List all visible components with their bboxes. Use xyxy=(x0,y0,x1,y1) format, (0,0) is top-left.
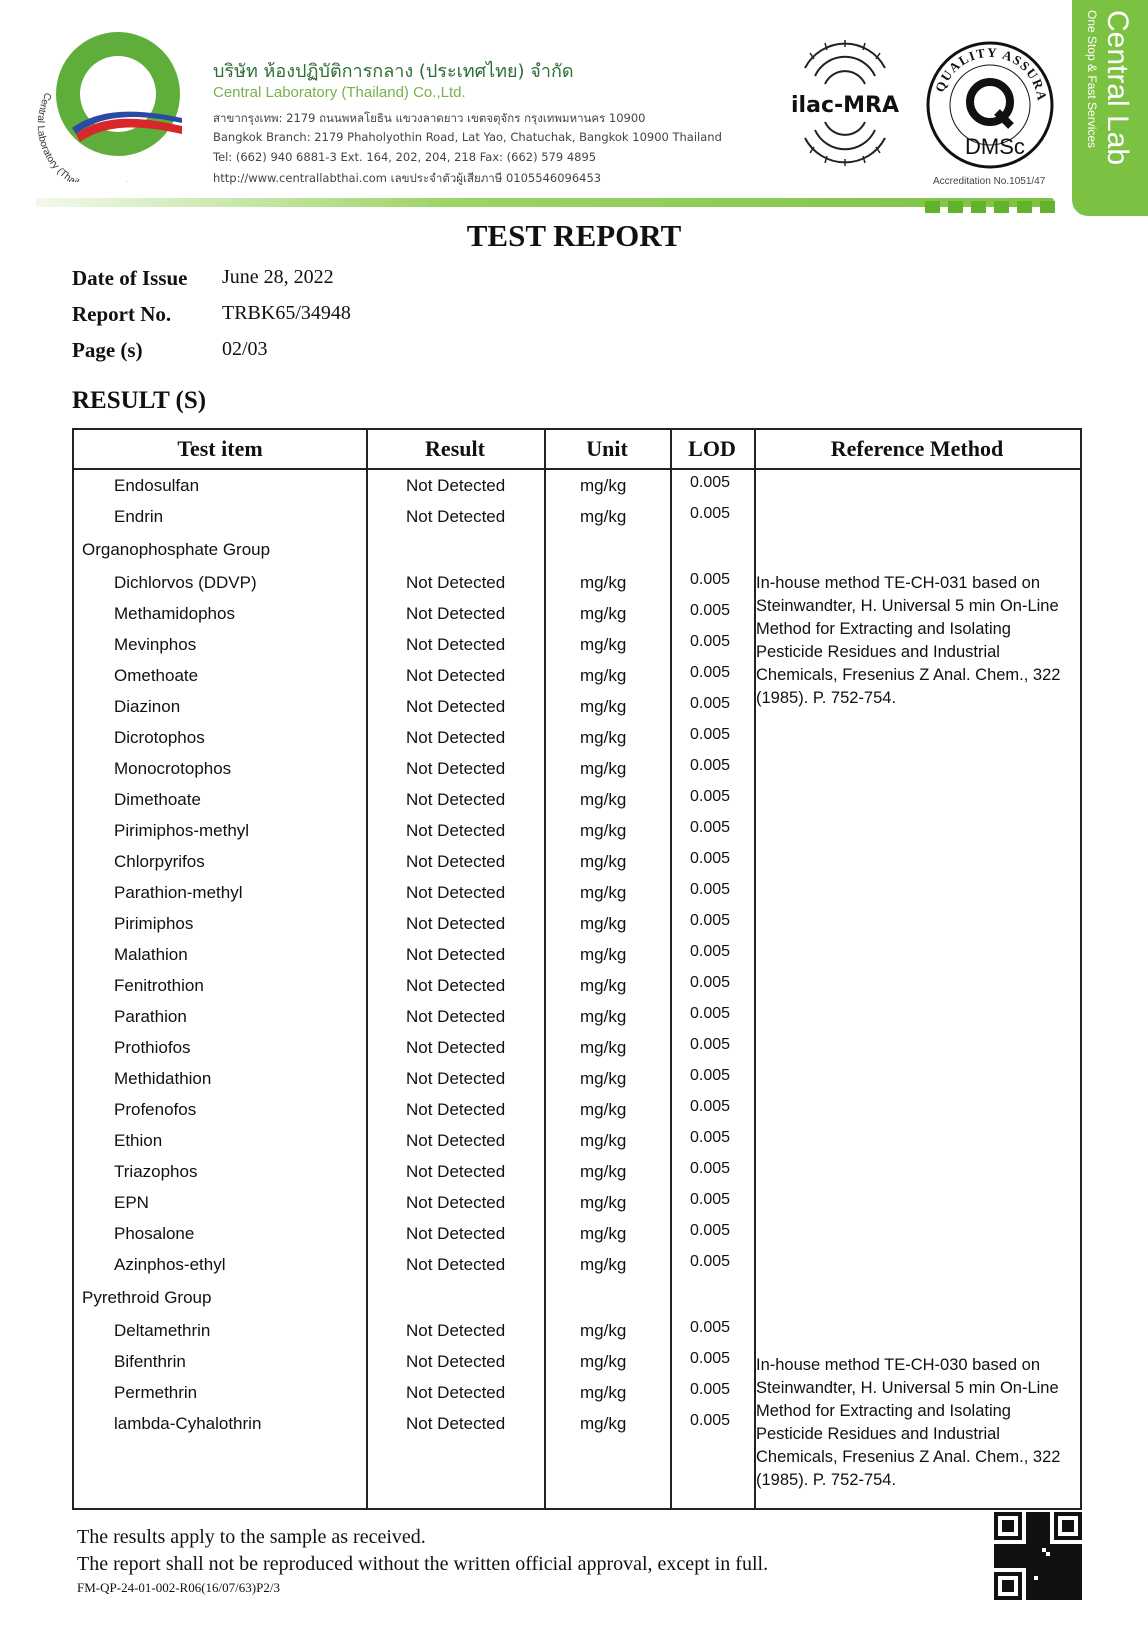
test-item-name: Ethion xyxy=(114,1131,163,1150)
lod-value: 0.005 xyxy=(690,912,731,929)
report-number-value: TRBK65/34948 xyxy=(222,302,351,324)
table-row xyxy=(74,722,1080,754)
result-value: Not Detected xyxy=(406,507,506,526)
table-row xyxy=(74,1125,1080,1157)
test-item-name: Bifenthrin xyxy=(114,1352,186,1371)
test-item-name: Dimethoate xyxy=(114,790,201,809)
unit-value: mg/kg xyxy=(580,1162,627,1181)
test-item-name: Pirimiphos xyxy=(114,914,194,933)
unit-value: mg/kg xyxy=(580,604,627,623)
result-value: Not Detected xyxy=(406,1414,506,1433)
svg-text:DMSc: DMSc xyxy=(965,134,1025,159)
lod-value: 0.005 xyxy=(690,726,731,743)
group-name: Pyrethroid Group xyxy=(82,1288,212,1307)
result-value: Not Detected xyxy=(406,635,506,654)
lod-value: 0.005 xyxy=(690,602,731,619)
test-item-name: Parathion-methyl xyxy=(114,883,243,902)
unit-value: mg/kg xyxy=(580,635,627,654)
results-heading: RESULT (S) xyxy=(72,387,207,414)
unit-value: mg/kg xyxy=(580,1038,627,1057)
results-table xyxy=(72,428,1082,1510)
table-row xyxy=(74,1156,1080,1188)
quality-assurance-seal xyxy=(925,30,1055,170)
table-row xyxy=(74,877,1080,909)
table-row xyxy=(74,939,1080,971)
table-row xyxy=(74,1249,1080,1281)
result-value: Not Detected xyxy=(406,759,506,778)
result-value: Not Detected xyxy=(406,914,506,933)
company-logo xyxy=(36,22,186,182)
lod-value: 0.005 xyxy=(690,1005,731,1022)
test-item-name: Chlorpyrifos xyxy=(114,852,205,871)
lod-value: 0.005 xyxy=(690,1319,731,1336)
result-value: Not Detected xyxy=(406,1131,506,1150)
form-code: FM-QP-24-01-002-R06(16/07/63)P2/3 xyxy=(77,1580,280,1595)
test-item-name: Dichlorvos (DDVP) xyxy=(114,573,257,592)
lod-value: 0.005 xyxy=(690,1067,731,1084)
page-count-value: 02/03 xyxy=(222,338,268,360)
table-row xyxy=(74,1094,1080,1126)
test-item-name: Endosulfan xyxy=(114,476,200,495)
unit-value: mg/kg xyxy=(580,1100,627,1119)
svg-text:QUALITY ASSURANCE: QUALITY ASSURA xyxy=(931,44,1051,103)
result-value: Not Detected xyxy=(406,1383,506,1402)
lod-value: 0.005 xyxy=(690,1098,731,1115)
page-count-label: Page (s) xyxy=(72,338,143,362)
header-result: Result xyxy=(425,436,485,461)
test-item-name: Endrin xyxy=(114,507,164,526)
branch-address-thai: สาขากรุงเทพ: 2179 ถนนพหลโยธิน แขวงลาดยาว เขตจตุจักร กรุงเทพมหานคร 10900 xyxy=(213,111,646,125)
unit-value: mg/kg xyxy=(580,728,627,747)
test-item-name: Methamidophos xyxy=(114,604,235,623)
unit-value: mg/kg xyxy=(580,976,627,995)
company-name-english: Central Laboratory (Thailand) Co.,Ltd. xyxy=(213,84,466,101)
test-item-name: Triazophos xyxy=(114,1162,198,1181)
group-heading-row xyxy=(74,534,1080,566)
header-divider-blocks xyxy=(925,201,1060,214)
ilac-mra-seal xyxy=(780,28,910,168)
company-name-thai: บริษัท ห้องปฏิบัติการกลาง (ประเทศไทย) จำกัด xyxy=(213,61,574,82)
unit-value: mg/kg xyxy=(580,697,627,716)
result-value: Not Detected xyxy=(406,728,506,747)
lod-value: 0.005 xyxy=(690,974,731,991)
test-item-name: Diazinon xyxy=(114,697,181,716)
lod-value: 0.005 xyxy=(690,943,731,960)
test-item-name: Prothiofos xyxy=(114,1038,191,1057)
result-value: Not Detected xyxy=(406,604,506,623)
result-value: Not Detected xyxy=(406,1352,506,1371)
table-row xyxy=(74,501,1080,533)
unit-value: mg/kg xyxy=(580,790,627,809)
result-value: Not Detected xyxy=(406,666,506,685)
reference-method-organophosphate: In-house method TE-CH-031 based on Steinwandter, H. Universal 5 min On-Line Method for Extracting and Isolating Pesticide Residues and Industrial Chemicals, Fresenius Z Anal. Chem., 322 (1985). P. 752-754. xyxy=(756,574,1061,707)
result-value: Not Detected xyxy=(406,1007,506,1026)
header-unit: Unit xyxy=(586,436,628,461)
result-value: Not Detected xyxy=(406,1193,506,1212)
result-value: Not Detected xyxy=(406,945,506,964)
unit-value: mg/kg xyxy=(580,1069,627,1088)
test-item-name: Mevinphos xyxy=(114,635,197,654)
table-row xyxy=(74,1032,1080,1064)
date-of-issue-value: June 28, 2022 xyxy=(222,266,334,288)
accreditation-number: Accreditation No.1051/47 xyxy=(933,176,1046,187)
svg-text:ilac-MRA: ilac-MRA xyxy=(791,93,899,118)
group-name: Organophosphate Group xyxy=(82,540,271,559)
unit-value: mg/kg xyxy=(580,1321,627,1340)
brand-side-tab xyxy=(1072,0,1148,216)
unit-value: mg/kg xyxy=(580,914,627,933)
result-value: Not Detected xyxy=(406,476,506,495)
unit-value: mg/kg xyxy=(580,507,627,526)
result-value: Not Detected xyxy=(406,1100,506,1119)
table-header xyxy=(74,430,1080,470)
lod-value: 0.005 xyxy=(690,474,731,491)
table-row xyxy=(74,815,1080,847)
lod-value: 0.005 xyxy=(690,633,731,650)
result-value: Not Detected xyxy=(406,1162,506,1181)
test-item-name: Parathion xyxy=(114,1007,187,1026)
table-row xyxy=(74,846,1080,878)
lod-value: 0.005 xyxy=(690,850,731,867)
table-row xyxy=(74,908,1080,940)
lod-value: 0.005 xyxy=(690,1036,731,1053)
lod-value: 0.005 xyxy=(690,695,731,712)
group-heading-row xyxy=(74,1282,1080,1314)
unit-value: mg/kg xyxy=(580,945,627,964)
svg-text:Central Laboratory (Thailand): Centr aboratory (Tha xyxy=(36,90,78,182)
unit-value: mg/kg xyxy=(580,759,627,778)
test-item-name: Azinphos-ethyl xyxy=(114,1255,226,1274)
lod-value: 0.005 xyxy=(690,1160,731,1177)
lod-value: 0.005 xyxy=(690,505,731,522)
brand-title: Central Lab xyxy=(1101,10,1134,166)
result-value: Not Detected xyxy=(406,1224,506,1243)
contact-numbers: Tel: (662) 940 6881-3 Ext. 164, 202, 204, 218 Fax: (662) 579 4895 xyxy=(213,150,597,164)
report-number-label: Report No. xyxy=(72,302,172,326)
unit-value: mg/kg xyxy=(580,1224,627,1243)
table-row xyxy=(74,970,1080,1002)
header-lod: LOD xyxy=(688,436,736,461)
website-tax-id: http://www.centrallabthai.com เลขประจำตัวผู้เสียภาษี 0105546096453 xyxy=(213,171,602,185)
result-value: Not Detected xyxy=(406,697,506,716)
table-row xyxy=(74,1063,1080,1095)
lod-value: 0.005 xyxy=(690,571,731,588)
table-row xyxy=(74,784,1080,816)
branch-address-english: Bangkok Branch: 2179 Phaholyothin Road, Lat Yao, Chatuchak, Bangkok 10900 Thailand xyxy=(213,130,722,144)
report-title: TEST REPORT xyxy=(466,218,682,253)
result-value: Not Detected xyxy=(406,976,506,995)
header-test-item: Test item xyxy=(177,436,263,461)
result-value: Not Detected xyxy=(406,883,506,902)
result-value: Not Detected xyxy=(406,1255,506,1274)
unit-value: mg/kg xyxy=(580,1352,627,1371)
test-item-name: lambda-Cyhalothrin xyxy=(114,1414,262,1433)
result-value: Not Detected xyxy=(406,1069,506,1088)
result-value: Not Detected xyxy=(406,1321,506,1340)
test-item-name: Malathion xyxy=(114,945,188,964)
reference-method-pyrethroid: In-house method TE-CH-030 based on Steinwandter, H. Universal 5 min On-Line Method for Extracting and Isolating Pesticide Residues and Industrial Chemicals, Fresenius Z Anal. Chem., 322 (1985). P. 752-754. xyxy=(756,1356,1061,1489)
result-value: Not Detected xyxy=(406,573,506,592)
unit-value: mg/kg xyxy=(580,1193,627,1212)
lod-value: 0.005 xyxy=(690,1253,731,1270)
test-item-name: Methidathion xyxy=(114,1069,212,1088)
unit-value: mg/kg xyxy=(580,1255,627,1274)
result-value: Not Detected xyxy=(406,790,506,809)
table-row xyxy=(74,1218,1080,1250)
test-item-name: Fenitrothion xyxy=(114,976,204,995)
brand-subtitle: One Stop & Fast Services xyxy=(1085,10,1099,149)
lod-value: 0.005 xyxy=(690,1129,731,1146)
test-item-name: Dicrotophos xyxy=(114,728,205,747)
unit-value: mg/kg xyxy=(580,1007,627,1026)
header-reference-method: Reference Method xyxy=(830,436,1004,461)
footer-note-reproduction: The report shall not be reproduced without the written official approval, except in full. xyxy=(77,1553,769,1575)
lod-value: 0.005 xyxy=(690,788,731,805)
unit-value: mg/kg xyxy=(580,821,627,840)
result-value: Not Detected xyxy=(406,1038,506,1057)
result-value: Not Detected xyxy=(406,852,506,871)
test-item-name: EPN xyxy=(114,1193,149,1212)
test-item-name: Monocrotophos xyxy=(114,759,232,778)
unit-value: mg/kg xyxy=(580,883,627,902)
qr-code[interactable] xyxy=(994,1512,1082,1600)
table-row xyxy=(74,1001,1080,1033)
table-row xyxy=(74,753,1080,785)
table-row xyxy=(74,1187,1080,1219)
lod-value: 0.005 xyxy=(690,881,731,898)
lod-value: 0.005 xyxy=(690,1222,731,1239)
lod-value: 0.005 xyxy=(690,1350,731,1367)
lod-value: 0.005 xyxy=(690,664,731,681)
unit-value: mg/kg xyxy=(580,573,627,592)
lod-value: 0.005 xyxy=(690,1412,731,1429)
table-row xyxy=(74,470,1080,502)
test-item-name: Phosalone xyxy=(114,1224,195,1243)
test-item-name: Omethoate xyxy=(114,666,199,685)
test-item-name: Profenofos xyxy=(114,1100,197,1119)
footer-note-sample: The results apply to the sample as received. xyxy=(77,1526,426,1548)
test-item-name: Deltamethrin xyxy=(114,1321,211,1340)
lod-value: 0.005 xyxy=(690,1191,731,1208)
unit-value: mg/kg xyxy=(580,1414,627,1433)
unit-value: mg/kg xyxy=(580,1383,627,1402)
date-of-issue-label: Date of Issue xyxy=(72,266,188,290)
unit-value: mg/kg xyxy=(580,476,627,495)
lod-value: 0.005 xyxy=(690,819,731,836)
result-value: Not Detected xyxy=(406,821,506,840)
header-divider xyxy=(36,198,1054,207)
test-item-name: Pirimiphos-methyl xyxy=(114,821,250,840)
lod-value: 0.005 xyxy=(690,757,731,774)
table-row xyxy=(74,1315,1080,1347)
lod-value: 0.005 xyxy=(690,1381,731,1398)
test-item-name: Permethrin xyxy=(114,1383,198,1402)
unit-value: mg/kg xyxy=(580,852,627,871)
unit-value: mg/kg xyxy=(580,666,627,685)
unit-value: mg/kg xyxy=(580,1131,627,1150)
